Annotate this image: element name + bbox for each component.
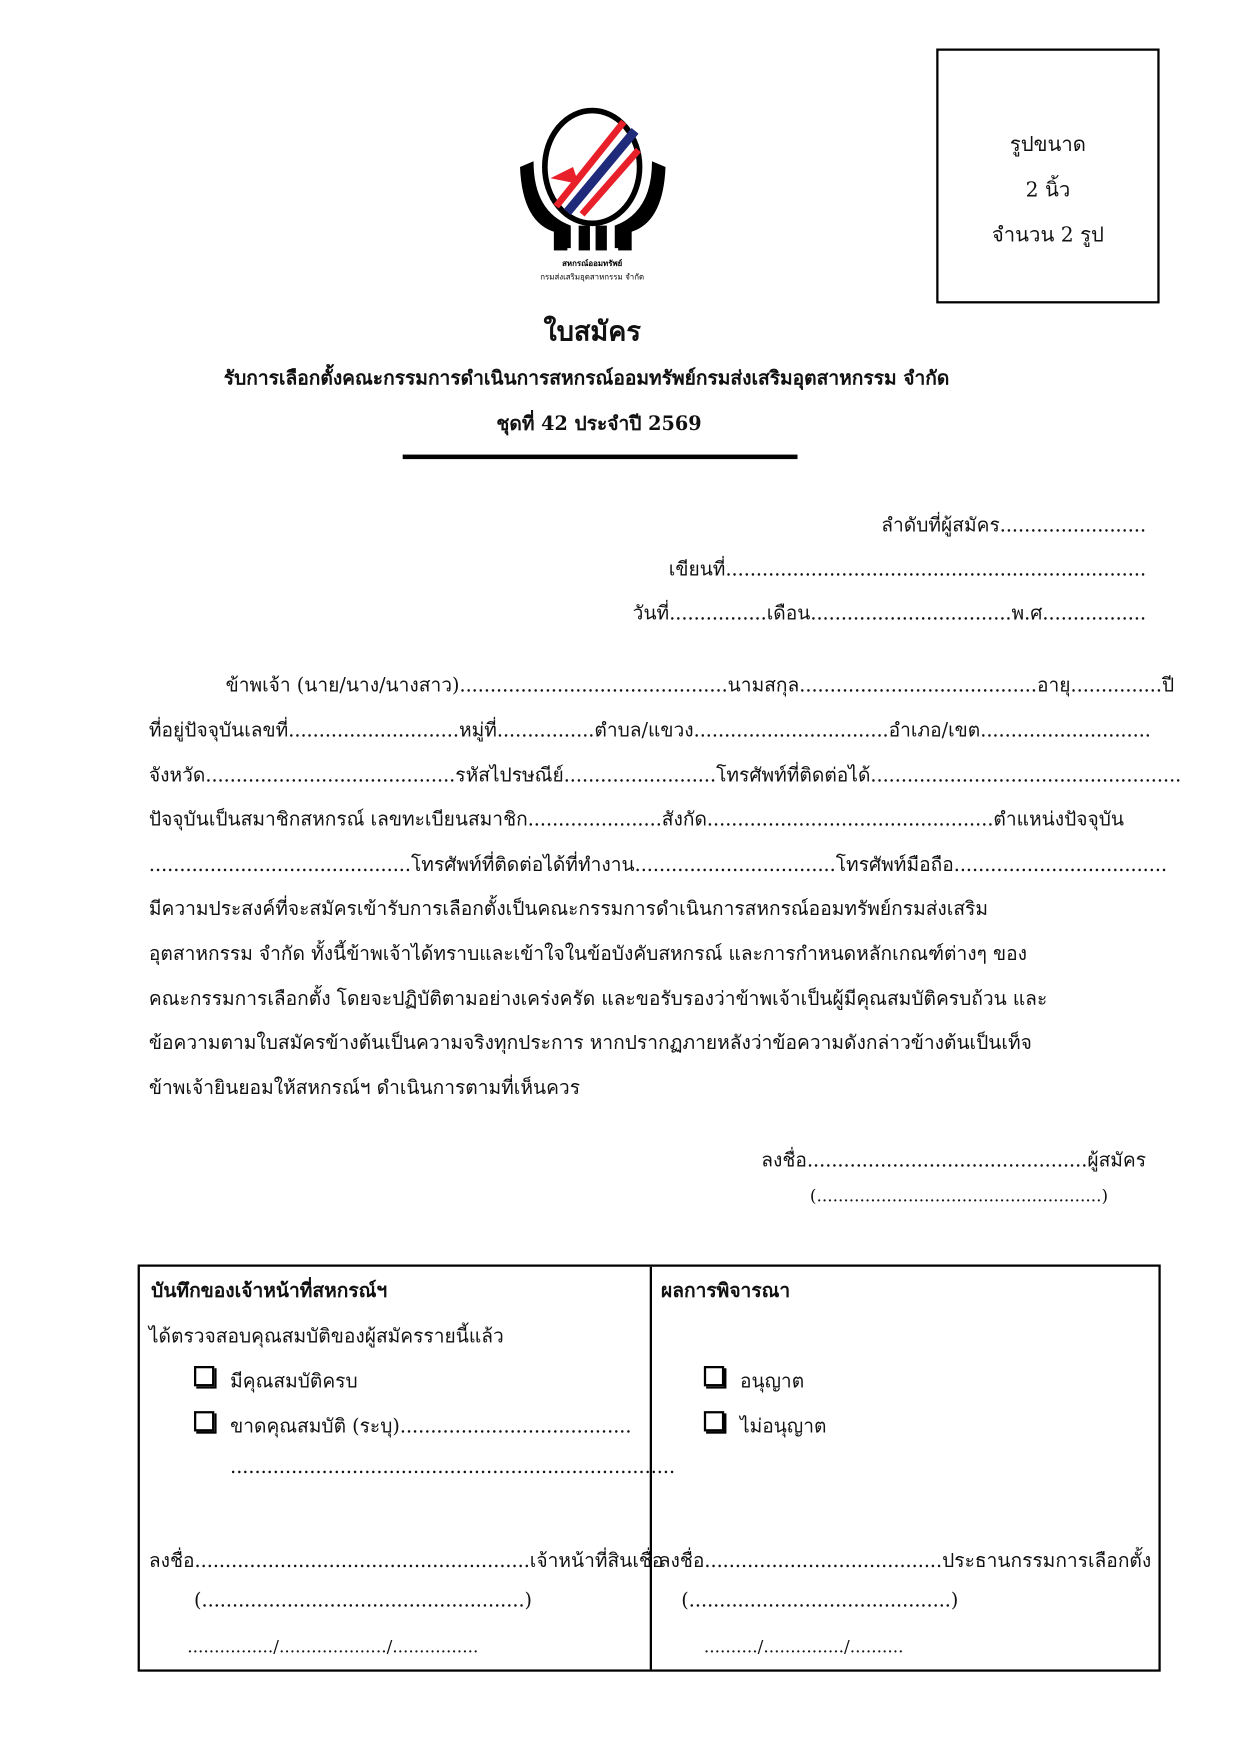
chairman-date-field[interactable]: ........../.............../.......... xyxy=(703,1636,904,1658)
photo-size-label: รูปขนาด xyxy=(1009,133,1086,157)
position-phone-line[interactable]: ...........................................โทรศัพท์ที่ติดต่อได้ที่ทำงาน.................................โทรศัพท์มือถือ................................... xyxy=(148,853,1168,877)
chairman-signature-field[interactable]: ลงชื่อ.......................................ประธานกรรมการเลือกตั้ง xyxy=(658,1549,1152,1573)
page-title: ใบสมัคร xyxy=(543,314,641,348)
officer-name-field[interactable]: (.....................................................) xyxy=(194,1589,533,1612)
svg-text:กรมส่งเสริมอุตสาหกรรม จำกัด: กรมส่งเสริมอุตสาหกรรม จำกัด xyxy=(540,272,645,282)
declaration-text-2: อุตสาหกรรม จำกัด ทั้งนี้ข้าพเจ้าได้ทราบและเข้าใจในข้อบังคับสหกรณ์ และการกำหนดหลักเกณฑ์ต่างๆ ของ xyxy=(148,943,1027,966)
photo-placeholder-box xyxy=(936,49,1159,304)
approve-label: อนุญาต xyxy=(739,1370,805,1394)
declaration-text-3: คณะกรรมการเลือกตั้ง โดยจะปฏิบัติตามอย่างเคร่งครัด และขอรับรองว่าข้าพเจ้าเป็นผู้มีคุณสมบัติครบถ้วน และ xyxy=(148,988,1048,1011)
applicant-name-field[interactable]: (.....................................................) xyxy=(809,1185,1109,1206)
title-divider xyxy=(403,455,798,460)
unqualified-field[interactable]: ขาดคุณสมบัติ (ระบุ)...................................... xyxy=(230,1415,632,1439)
applicant-signature-field[interactable]: ลงชื่อ..............................................ผู้สมัคร xyxy=(761,1149,1147,1172)
svg-text:สหกรณ์ออมทรัพย์: สหกรณ์ออมทรัพย์ xyxy=(562,259,623,269)
officer-date-field[interactable]: ................/..................../................ xyxy=(187,1636,479,1658)
qualified-checkbox[interactable] xyxy=(194,1366,214,1386)
declaration-text-4: ข้อความตามใบสมัครข้างต้นเป็นความจริงทุกประการ หากปรากฏภายหลังว่าข้อความดังกล่าวข้างต้นเป็นเท็จ xyxy=(148,1032,1032,1055)
chairman-name-field[interactable]: (...........................................) xyxy=(681,1589,959,1612)
reject-label: ไม่อนุญาต xyxy=(739,1415,827,1439)
reject-checkbox[interactable] xyxy=(704,1411,724,1431)
photo-count: จำนวน 2 รูป xyxy=(991,223,1104,248)
qualified-label: มีคุณสมบัติครบ xyxy=(230,1370,358,1394)
series-line: ชุดที่ 42 ประจำปี 2569 xyxy=(496,412,702,436)
province-phone-line[interactable]: จังหวัด.........................................รหัสไปรษณีย์.........................โทรศัพท์ที่ติดต่อได้................................................... xyxy=(148,764,1182,788)
address-line[interactable]: ที่อยู่ปัจจุบันเลขที่............................หมู่ที่................ตำบล/แขวง................................อำเภอ/เขต............................ xyxy=(148,719,1151,743)
approval-table xyxy=(138,1264,1161,1671)
written-at-field[interactable]: เขียนที่..................................................................... xyxy=(668,558,1147,581)
unqualified-extra-field[interactable]: ......................................................................... xyxy=(230,1456,676,1479)
photo-size-value: 2 นิ้ว xyxy=(1025,178,1071,202)
declaration-text-5: ข้าพเจ้ายินยอมให้สหกรณ์ฯ ดำเนินการตามที่เห็นควร xyxy=(148,1077,581,1100)
declaration-text-1: มีความประสงค์ที่จะสมัครเข้ารับการเลือกตั้งเป็นคณะกรรมการดำเนินการสหกรณ์ออมทรัพย์กรมส่งเสริม xyxy=(148,897,988,921)
approve-checkbox[interactable] xyxy=(704,1366,724,1386)
membership-line[interactable]: ปัจจุบันเป็นสมาชิกสหกรณ์ เลขทะเบียนสมาชิก......................สังกัด...............................................ตำแหน่งปัจจุบัน xyxy=(148,808,1125,832)
name-age-line[interactable]: ข้าพเจ้า (นาย/นาง/นางสาว)............................................นามสกุล.......................................อายุ...............ปี xyxy=(225,674,1175,698)
applicant-number-field[interactable]: ลำดับที่ผู้สมัคร........................ xyxy=(881,514,1147,537)
unqualified-checkbox[interactable] xyxy=(194,1411,214,1431)
result-heading: ผลการพิจารณา xyxy=(661,1280,791,1303)
officer-checked-text: ได้ตรวจสอบคุณสมบัติของผู้สมัครรายนี้แล้ว xyxy=(148,1325,504,1348)
officer-heading: บันทึกของเจ้าหน้าที่สหกรณ์ฯ xyxy=(151,1280,388,1303)
officer-signature-field[interactable]: ลงชื่อ.......................................................เจ้าหน้าที่สินเชื่อ xyxy=(148,1549,664,1573)
page-subtitle: รับการเลือกตั้งคณะกรรมการดำเนินการสหกรณ์ออมทรัพย์กรมส่งเสริมอุตสาหกรรม จำกัด xyxy=(223,367,950,391)
date-field[interactable]: วันที่................เดือน.................................พ.ศ................. xyxy=(632,602,1147,625)
cooperative-logo xyxy=(517,99,669,291)
